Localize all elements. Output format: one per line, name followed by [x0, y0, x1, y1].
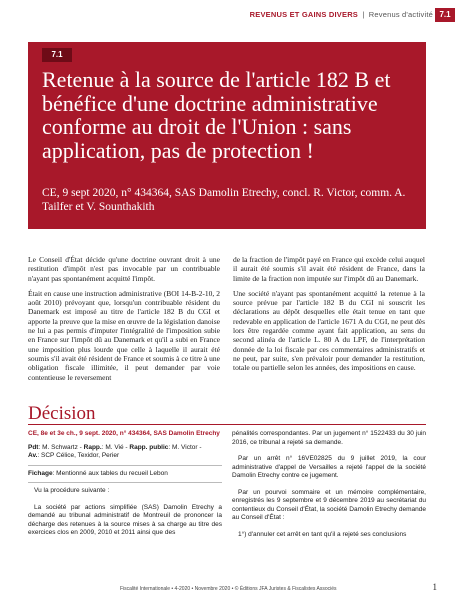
decision-paragraph: La société par actions simplifiée (SAS) Damolin Etrechy a demandé au tribunal administratif de Montreuil de prononcer la décharge des retenues à la source mises à sa charge au titre des exercices clos en 2009, 2010 et 2011 ainsi que des: [28, 503, 222, 536]
summary-paragraph: Le Conseil d'État décide qu'une doctrine ouvrant droit à une restitution d'impôt n'est pas invocable par un contribuable n'ayant pas spontanément acquitté l'impôt.: [28, 255, 220, 283]
running-header: [200, 8, 459, 24]
header-breadcrumb: [250, 10, 433, 19]
meta-value: : M. Vié -: [101, 443, 130, 451]
meta-value: : SCP Célice, Texidor, Perier: [37, 452, 120, 459]
meta-label: Rapp.: [83, 443, 102, 451]
article-title: Retenue à la source de l'article 182 B et bénéfice d'une doctrine administrative conforme au droit de l'Union : sans application, pas de protection !: [42, 67, 391, 163]
fichage-label: Fichage: [28, 469, 53, 477]
meta-value: : M. Schwartz -: [38, 443, 84, 451]
article-citation: CE, 9 sept 2020, n° 434364, SAS Damolin Etrechy, concl. R. Victor, comm. A. Tailfer et V. Sounthakith: [42, 187, 406, 213]
decision-panel: [28, 444, 222, 461]
header-separator: |: [362, 10, 365, 19]
article-tag: 7.1: [42, 48, 72, 62]
page-number: 1: [432, 582, 437, 592]
meta-label: Pdt: [28, 443, 39, 451]
header-subsection: Revenus d'activité: [368, 10, 433, 19]
summary-column-left: [28, 255, 220, 388]
summary-paragraph: Une société n'ayant pas spontanément acquitté la retenue à la source prévue par l'article 182 B du CGI ni souscrit les déclarations au dépôt desquelles elle était tenue en tant que redevable en application de l'article 1671 A du CGI, ne peut dès lors être regardée comme ayant fait application, au sens du second alinéa de l'article L. 80 A du LPF, de l'interprétation donnée de la loi fiscale par ces commentaires administratifs et ne peut, par suite, s'en prévaloir pour demander la restitution, totale ou partielle selon les années, des impositions en cause.: [233, 288, 425, 373]
header-chapter-number: 7.1: [435, 8, 455, 22]
decision-reference: CE, 8e et 3e ch., 9 sept. 2020, n° 434364, SAS Damolin Etrechy: [28, 430, 220, 437]
decision-column-left: [28, 430, 222, 546]
meta-divider: [28, 482, 222, 483]
decision-fichage: [28, 470, 222, 479]
decision-paragraph: Par un pourvoi sommaire et un mémoire complémentaire, enregistrés les 9 septembre et 9 décembre 2019 au secrétariat du contentieux du Conseil d'État, la société Damolin Etrechy demande au Conseil d'État :: [232, 488, 426, 521]
summary-column-right: [233, 255, 425, 379]
meta-divider: [28, 465, 222, 466]
decision-column-right: [232, 430, 426, 547]
meta-label: Av.: [28, 452, 38, 459]
header-section: REVENUS ET GAINS DIVERS: [249, 10, 359, 19]
decision-paragraph: Vu la procédure suivante :: [34, 487, 110, 494]
decision-paragraph: Par un arrêt n° 16VE02825 du 9 juillet 2019, la cour administrative d'appel de Versailles a rejeté l'appel de la société Damolin Etrechy contre ce jugement.: [232, 455, 426, 479]
meta-value: : M. Victor -: [168, 443, 202, 451]
decision-divider: [28, 424, 426, 425]
decision-body-left: [28, 487, 222, 538]
decision-paragraph: 1°) d'annuler cet arrêt en tant qu'il a rejeté ses conclusions: [238, 530, 407, 538]
page-footer: Fiscalité Internationale • 4-2020 • Novembre 2020 • © Éditions JFA Juristes & Fiscalistes Associés: [120, 586, 337, 592]
fichage-value: : Mentionné aux tables du recueil Lebon: [52, 469, 168, 477]
decision-heading: Décision: [28, 403, 96, 424]
meta-label: Rapp. public: [129, 443, 169, 451]
summary-paragraph: de la fraction de l'impôt payé en France qui excède celui auquel il aurait été soumis s'il avait été résident de France, dans la limite de la fraction non imputée sur l'impôt dû au Danemark.: [233, 255, 425, 283]
summary-paragraph: Était en cause une instruction administrative (BOI 14-B-2-10, 2 août 2010) prévoyant que, lorsqu'un contribuable résident du Danemark est imposé au titre de l'article 182 B du CGI et apporte la preuve que la mise en œuvre de la législation danoise ne lui a pas permis d'imputer l'intégralité de l'imposition subie en France sur l'impôt dû au Danemark et qu'il a subi en France une imposition plus lourde que celle à laquelle il aurait été soumis s'il avait été résident de France et soumis à ce titre à une obligation fiscale illimitée, il peut demander par voie contentieuse le reversement: [28, 288, 220, 382]
decision-paragraph: pénalités correspondantes. Par un jugement n° 1522433 du 30 juin 2016, ce tribunal a rejeté sa demande.: [232, 430, 426, 446]
